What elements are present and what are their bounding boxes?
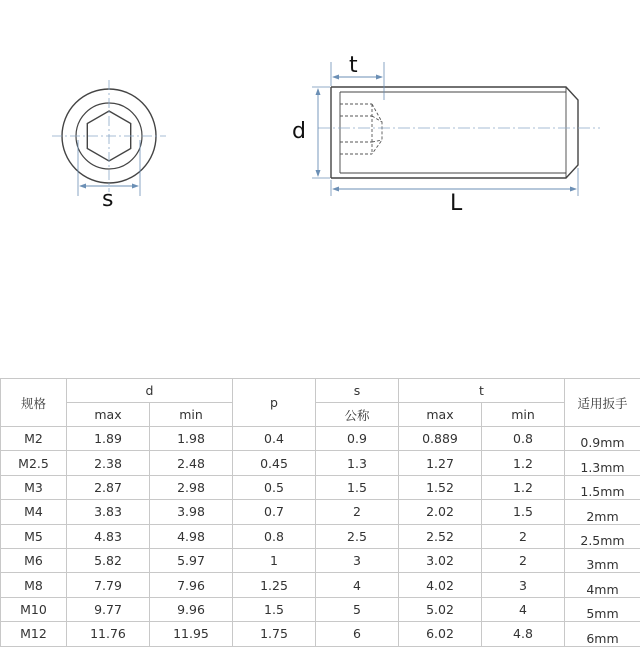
cell-d-max: 9.77 xyxy=(67,597,150,621)
cell-d-min: 9.96 xyxy=(150,597,233,621)
cell-spec: M12 xyxy=(1,622,67,646)
cell-s: 1.3 xyxy=(316,451,399,475)
cell-wrench: 4mm xyxy=(565,573,640,597)
cell-t-max: 2.02 xyxy=(399,500,482,524)
cell-t-min: 4.8 xyxy=(482,622,565,646)
header-p: p xyxy=(233,379,316,427)
cell-t-min: 2 xyxy=(482,548,565,572)
cell-t-max: 0.889 xyxy=(399,427,482,451)
table-row xyxy=(1,500,640,524)
cell-t-max: 1.27 xyxy=(399,451,482,475)
cell-s: 0.9 xyxy=(316,427,399,451)
end-view xyxy=(52,80,166,212)
cell-t-max: 1.52 xyxy=(399,475,482,499)
cell-wrench: 1.3mm xyxy=(565,451,640,475)
cell-wrench: 6mm xyxy=(565,622,640,646)
cell-wrench: 3mm xyxy=(565,548,640,572)
cell-p: 0.5 xyxy=(233,475,316,499)
cell-p: 0.4 xyxy=(233,427,316,451)
header-d: d xyxy=(67,379,233,403)
cell-wrench: 5mm xyxy=(565,597,640,621)
cell-spec: M4 xyxy=(1,500,67,524)
dim-L-label: L xyxy=(450,191,463,216)
cell-d-max: 7.79 xyxy=(67,573,150,597)
cell-d-min: 11.95 xyxy=(150,622,233,646)
dim-t-label: t xyxy=(349,53,358,78)
cell-p: 0.8 xyxy=(233,524,316,548)
table-row xyxy=(1,475,640,499)
cell-d-max: 2.87 xyxy=(67,475,150,499)
cell-d-min: 2.48 xyxy=(150,451,233,475)
cell-spec: M6 xyxy=(1,548,67,572)
cell-wrench: 2mm xyxy=(565,500,640,524)
cell-spec: M10 xyxy=(1,597,67,621)
dim-s-label: s xyxy=(102,187,113,212)
header-s-nominal: 公称 xyxy=(316,403,399,427)
cell-d-min: 4.98 xyxy=(150,524,233,548)
spec-table xyxy=(0,378,640,647)
header-t: t xyxy=(399,379,565,403)
table-header xyxy=(1,379,640,427)
header-d-min: min xyxy=(150,403,233,427)
cell-spec: M5 xyxy=(1,524,67,548)
cell-spec: M2 xyxy=(1,427,67,451)
cell-d-max: 1.89 xyxy=(67,427,150,451)
cell-d-min: 2.98 xyxy=(150,475,233,499)
cell-t-max: 6.02 xyxy=(399,622,482,646)
cell-t-min: 1.5 xyxy=(482,500,565,524)
cell-spec: M3 xyxy=(1,475,67,499)
cell-d-min: 7.96 xyxy=(150,573,233,597)
table-row xyxy=(1,548,640,572)
cell-t-min: 4 xyxy=(482,597,565,621)
table-row xyxy=(1,597,640,621)
cell-t-min: 3 xyxy=(482,573,565,597)
side-view xyxy=(292,53,600,216)
cell-p: 1.75 xyxy=(233,622,316,646)
cell-t-max: 2.52 xyxy=(399,524,482,548)
cell-s: 3 xyxy=(316,548,399,572)
table-row xyxy=(1,427,640,451)
cell-wrench: 1.5mm xyxy=(565,475,640,499)
cell-p: 0.45 xyxy=(233,451,316,475)
table-row xyxy=(1,573,640,597)
header-t-min: min xyxy=(482,403,565,427)
cell-p: 1 xyxy=(233,548,316,572)
cell-s: 2 xyxy=(316,500,399,524)
cell-s: 2.5 xyxy=(316,524,399,548)
header-d-max: max xyxy=(67,403,150,427)
cell-d-max: 3.83 xyxy=(67,500,150,524)
table-row xyxy=(1,451,640,475)
cell-d-min: 3.98 xyxy=(150,500,233,524)
header-t-max: max xyxy=(399,403,482,427)
cell-spec: M2.5 xyxy=(1,451,67,475)
table-row xyxy=(1,622,640,646)
cell-s: 4 xyxy=(316,573,399,597)
table-body xyxy=(1,427,640,647)
cell-t-max: 4.02 xyxy=(399,573,482,597)
cell-d-max: 2.38 xyxy=(67,451,150,475)
cell-wrench: 2.5mm xyxy=(565,524,640,548)
cell-d-min: 5.97 xyxy=(150,548,233,572)
cell-p: 1.5 xyxy=(233,597,316,621)
table-row xyxy=(1,524,640,548)
cell-t-max: 5.02 xyxy=(399,597,482,621)
header-spec: 规格 xyxy=(1,379,67,427)
cell-s: 1.5 xyxy=(316,475,399,499)
cell-p: 1.25 xyxy=(233,573,316,597)
cell-d-max: 11.76 xyxy=(67,622,150,646)
cell-s: 5 xyxy=(316,597,399,621)
cell-s: 6 xyxy=(316,622,399,646)
cell-wrench: 0.9mm xyxy=(565,427,640,451)
cell-spec: M8 xyxy=(1,573,67,597)
dim-d-label: d xyxy=(292,119,306,144)
cell-d-min: 1.98 xyxy=(150,427,233,451)
cell-d-max: 5.82 xyxy=(67,548,150,572)
cell-t-min: 2 xyxy=(482,524,565,548)
cell-t-min: 1.2 xyxy=(482,451,565,475)
cell-t-max: 3.02 xyxy=(399,548,482,572)
header-wrench: 适用扳手 xyxy=(565,379,640,427)
cell-t-min: 1.2 xyxy=(482,475,565,499)
set-screw-drawing xyxy=(0,0,640,230)
cell-d-max: 4.83 xyxy=(67,524,150,548)
cell-t-min: 0.8 xyxy=(482,427,565,451)
header-s: s xyxy=(316,379,399,403)
cell-p: 0.7 xyxy=(233,500,316,524)
